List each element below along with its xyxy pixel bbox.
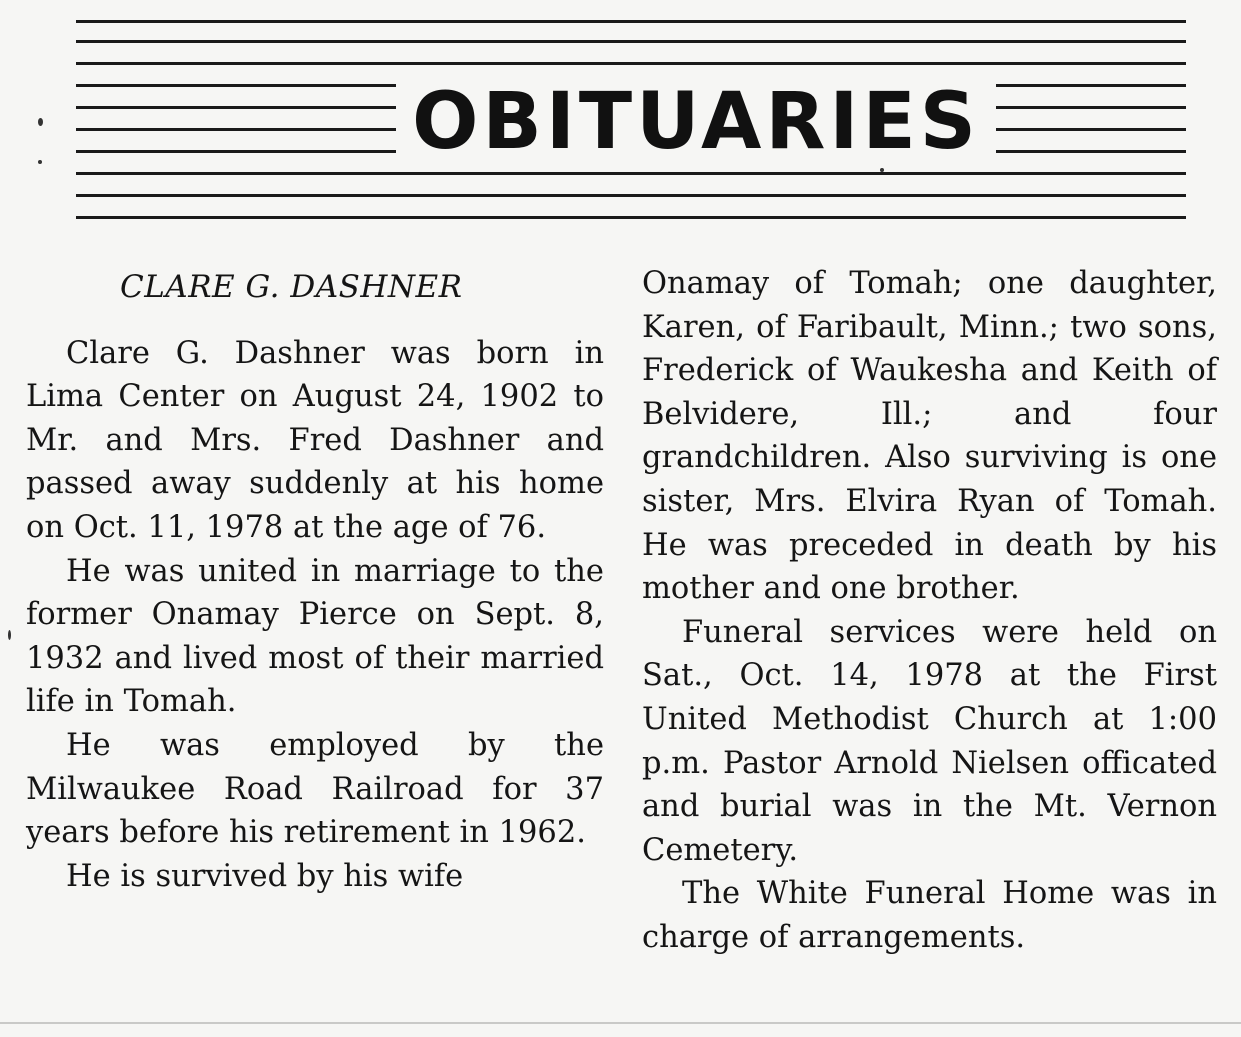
print-speck xyxy=(880,168,884,172)
obituary-paragraph: Clare G. Dashner was born in Lima Center on August 24, 1902 to Mr. and Mrs. Fred Dashner and passed away suddenly at his home on Oct. 11, 1978 at the age of 76. xyxy=(26,335,604,545)
masthead-rule xyxy=(76,40,1186,43)
page-title: OBITUARIES xyxy=(396,72,996,172)
obituary-name-heading: CLARE G. DASHNER xyxy=(120,269,463,305)
obituary-paragraph: He was employed by the Milwaukee Road Railroad for 37 years before his retirement in 1962. xyxy=(26,727,604,851)
obituary-paragraph: The White Funeral Home was in charge of arrangements. xyxy=(642,876,1217,955)
right-column xyxy=(642,262,1217,960)
obituary-paragraph: Onamay of Tomah; one daughter, Karen, of Faribault, Minn.; two sons, Frederick of Waukesha and Keith of Belvidere, Ill.; and four grandchildren. Also surviving is one sister, Mrs. Elvira Ryan of Tomah. He was preceded in death by his mother and one brother. xyxy=(642,266,1217,607)
masthead-rule xyxy=(76,194,1186,197)
obituary-paragraph: He was united in marriage to the former Onamay Pierce on Sept. 8, 1932 and lived most of their married life in Tomah. xyxy=(26,553,604,720)
print-speck xyxy=(8,630,11,640)
masthead xyxy=(76,0,1186,240)
obituary-paragraph: Funeral services were held on Sat., Oct. 14, 1978 at the First United Methodist Church at 1:00 p.m. Pastor Arnold Nielsen officated and burial was in the Mt. Vernon Cemetery. xyxy=(642,614,1217,868)
masthead-rule xyxy=(76,62,1186,65)
masthead-rule xyxy=(76,20,1186,23)
masthead-rule xyxy=(76,172,1186,175)
print-speck xyxy=(38,118,43,126)
page-edge xyxy=(0,1022,1241,1024)
print-speck xyxy=(38,160,42,164)
left-column xyxy=(26,262,604,898)
obituary-paragraph: He is survived by his wife xyxy=(66,858,464,894)
masthead-rule xyxy=(76,216,1186,219)
